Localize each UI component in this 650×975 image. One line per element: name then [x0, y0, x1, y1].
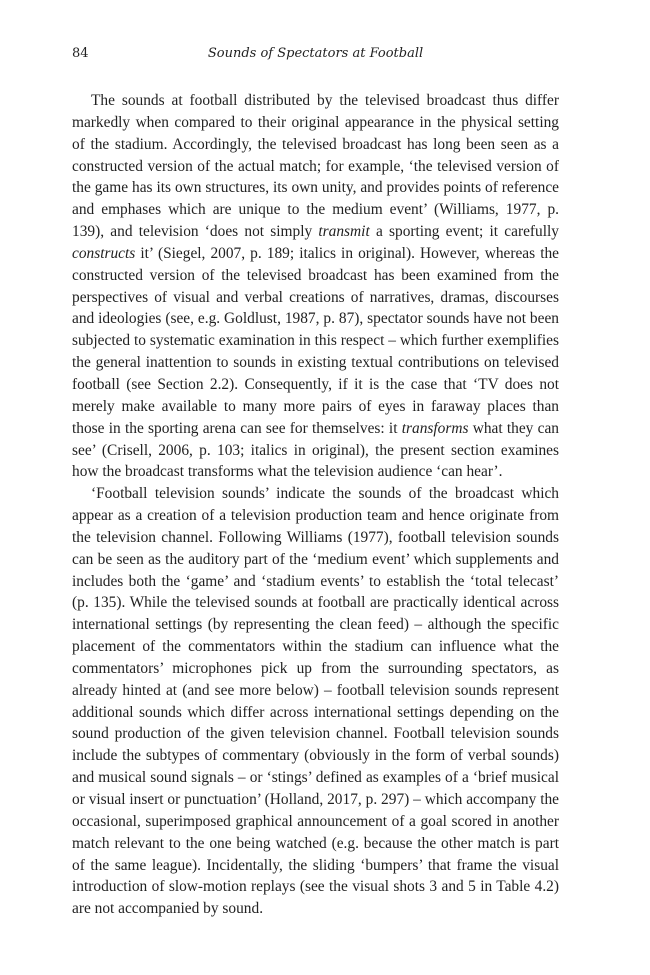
italic-term: transforms	[401, 419, 469, 437]
body-text	[72, 90, 559, 920]
running-header	[72, 46, 559, 66]
text-segment: a sporting event; it carefully	[369, 223, 559, 241]
paragraph-2: ‘Football television sounds’ indicate the sounds of the broadcast which appear as a creation of a television production team and hence originate from the television channel. Following Williams (1977), football television sounds can be seen as the auditory part of the ‘medium event’ which supplements and includes both the ‘game’ and ‘stadium events’ to establish the ‘total telecast’ (p. 135). While the televised sounds at football are practically identical across international settings (by representing the clean feed) – although the specific placement of the commentators within the stadium can influence what the commentators’ microphones pick up from the surrounding spectators, as already hinted at (and see more below) – football television sounds represent additional sounds which differ across international settings depending on the sound production of the given television channel. Football television sounds include the subtypes of commentary (obviously in the form of verbal sounds) and musical sound signals – or ‘stings’ defined as examples of a ‘brief musical or visual insert or punctuation’ (Holland, 2017, p. 297) – which accompany the occasional, superimposed graphical announcement of a goal scored in another match relevant to the one being watched (e.g. because the other match is part of the same league). Incidentally, the sliding ‘bumpers’ that frame the visual introduction of slow-motion replays (see the visual shots 3 and 5 in Table 4.2) are not accompanied by sound.	[72, 485, 559, 918]
italic-term: transmit	[318, 223, 370, 241]
italic-term: constructs	[72, 244, 136, 262]
page-number: 84	[72, 46, 89, 61]
running-title: Sounds of Spectators at Football	[207, 46, 424, 61]
text-segment: it’ (Siegel, 2007, p. 189; italics in original). However, whereas the constructed version of the televised broadcast has been examined from the perspectives of visual and verbal creations of narratives, dramas, discourses and ideologies (see, e.g. Goldlust, 1987, p. 87), spectator sounds have not been subjected to systematic examination in this respect – which further exemplifies the general inattention to sounds in existing textual contributions on televised football (see Section 2.2). Consequently, if it is the case that ‘TV does not merely make available to many more pairs of eyes in faraway places than those in the sporting arena can see for themselves: it	[72, 244, 559, 437]
text-segment: what they can see’ (Crisell, 2006, p. 103; italics in original), the present section examines how the broadcast transforms what the television audience ‘can hear’.	[72, 419, 559, 481]
text-segment: The sounds at football distributed by the televised broadcast thus differ markedly when compared to their original appearance in the physical setting of the stadium. Accordingly, the televised broadcast has long been seen as a constructed version of the actual match; for example, ‘the televised version of the game has its own structures, its own unity, and provides points of reference and emphases which are unique to the medium event’ (Williams, 1977, p. 139), and television ‘does not simply	[72, 92, 559, 241]
paragraph-1	[72, 90, 559, 483]
